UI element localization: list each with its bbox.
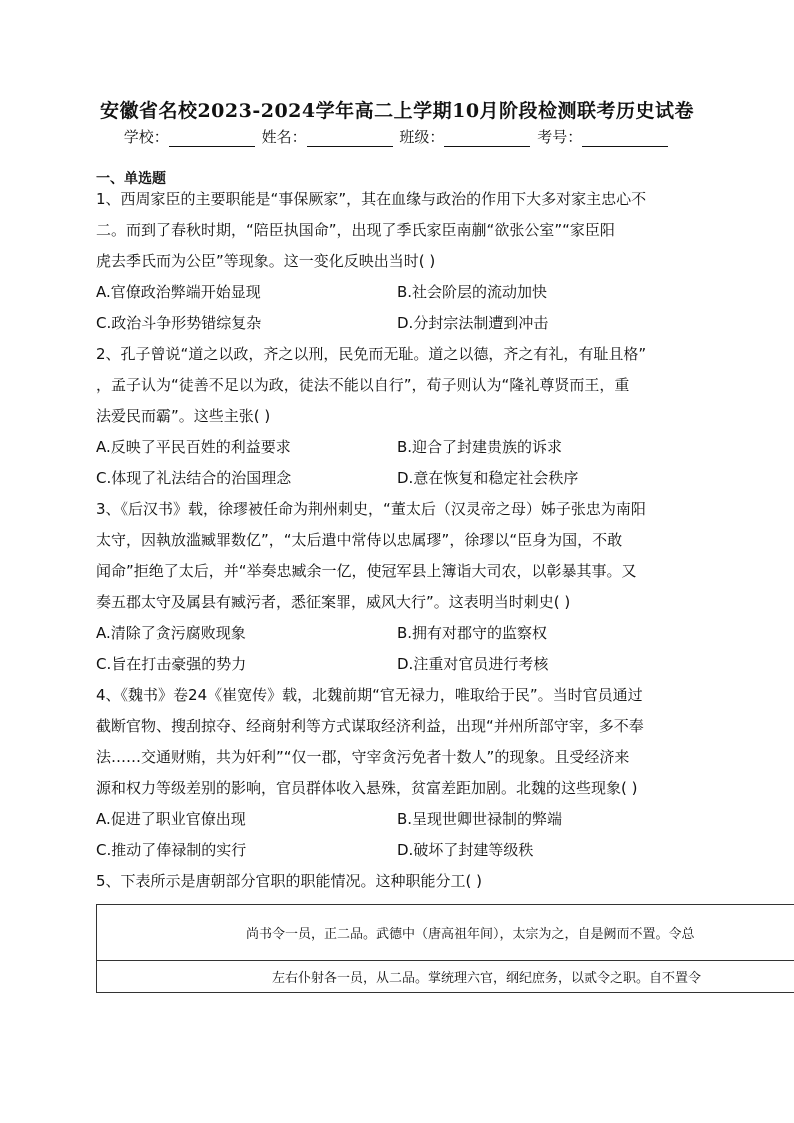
section-heading: 一、单选题 [96,171,166,187]
option-d[interactable]: D.意在恢复和稳定社会秩序 [397,469,579,487]
question-line: ，孟子认为“徒善不足以为政，徒法不能以自行”，荀子则认为“隆礼尊贤而王，重 [96,376,630,394]
option-a[interactable]: A.促进了职业官僚出现 [96,810,246,828]
question-line: 法爱民而霸”。这些主张( ) [96,407,271,425]
official-duties-table [96,904,794,993]
name-label: 姓名： [261,128,307,146]
question-4 [96,680,698,866]
options [96,432,698,494]
question-line: 截断官物、搜刮掠夺、经商射利等方式谋取经济利益，出现“并州所部守宰，多不奉 [96,717,644,735]
options [96,277,698,339]
options [96,804,698,866]
option-a[interactable]: A.清除了贪污腐败现象 [96,624,246,642]
table-row [97,961,794,993]
option-c[interactable]: C.推动了俸禄制的实行 [96,841,247,859]
question-line: 源和权力等级差别的影响，官员群体收入悬殊，贫富差距加剧。北魏的这些现象( ) [96,779,638,797]
question-line: 法……交通财贿，共为奸利”“仅一郡，守宰贪污免者十数人”的现象。且受经济来 [96,748,630,766]
question-line: 4、《魏书》卷24《崔宽传》载，北魏前期“官无禄力，唯取给于民”。当时官员通过 [96,686,643,704]
question-line: 2、孔子曾说“道之以政，齐之以刑，民免而无耻。道之以德，齐之有礼，有耻且格” [96,345,647,363]
question-line: 闻命”拒绝了太后，并“举奏忠臧余一亿，使冠军县上簿诣大司农，以彰暴其事。又 [96,562,637,580]
school-blank[interactable] [169,131,255,147]
exam-number-blank[interactable] [582,131,668,147]
question-line: 奏五郡太守及属县有臧污者，悉征案罪，威风大行”。这表明当时刺史( ) [96,593,571,611]
question-1 [96,184,698,339]
option-d[interactable]: D.破坏了封建等级秩 [397,841,534,859]
table-row [97,905,794,961]
class-blank[interactable] [444,131,530,147]
exam-title: 安徽省名校2023-2024学年高二上学期10月阶段检测联考历史试卷 [99,100,695,122]
question-line: 3、《后汉书》载，徐璆被任命为荆州刺史，“董太后（汉灵帝之母）姊子张忠为南阳 [96,500,646,518]
name-blank[interactable] [307,131,393,147]
question-line: 1、西周家臣的主要职能是“事保厥家”，其在血缘与政治的作用下大多对家主忠心不 [96,190,647,208]
table-cell: 左右仆射各一员，从二品。掌统理六官，纲纪庶务，以贰令之职。自不置令 [97,961,794,993]
option-b[interactable]: B.社会阶层的流动加快 [397,283,548,301]
exam-number-label: 考号： [537,128,583,146]
option-c[interactable]: C.政治斗争形势错综复杂 [96,314,262,332]
class-label: 班级： [399,128,445,146]
question-line: 5、下表所示是唐朝部分官职的职能情况。这种职能分工( ) [96,872,483,890]
option-b[interactable]: B.迎合了封建贵族的诉求 [397,438,563,456]
question-2 [96,339,698,494]
student-info-line [0,126,794,147]
question-line: 虎去季氏而为公臣”等现象。这一变化反映出当时( ) [96,252,436,270]
question-line: 太守，因執放滥臧罪数亿”，“太后遣中常侍以忠属璆”，徐璆以“臣身为国，不敢 [96,531,623,549]
table-cell: 尚书令一员，正二品。武德中（唐高祖年间），太宗为之，自是阙而不置。令总 [97,905,794,961]
option-d[interactable]: D.分封宗法制遭到冲击 [397,314,549,332]
option-c[interactable]: C.体现了礼法结合的治国理念 [96,469,292,487]
option-a[interactable]: A.官僚政治弊端开始显现 [96,283,261,301]
question-3 [96,494,698,680]
option-d[interactable]: D.注重对官员进行考核 [397,655,549,673]
question-line: 二。而到了春秋时期，“陪臣执国命”，出现了季氏家臣南蒯“欲张公室”“家臣阳 [96,221,615,239]
option-c[interactable]: C.旨在打击豪强的势力 [96,655,247,673]
option-b[interactable]: B.呈现世卿世禄制的弊端 [397,810,563,828]
questions-container [96,184,698,897]
school-label: 学校： [123,128,169,146]
question-5 [96,866,698,897]
option-b[interactable]: B.拥有对郡守的监察权 [397,624,548,642]
options [96,618,698,680]
option-a[interactable]: A.反映了平民百姓的利益要求 [96,438,291,456]
